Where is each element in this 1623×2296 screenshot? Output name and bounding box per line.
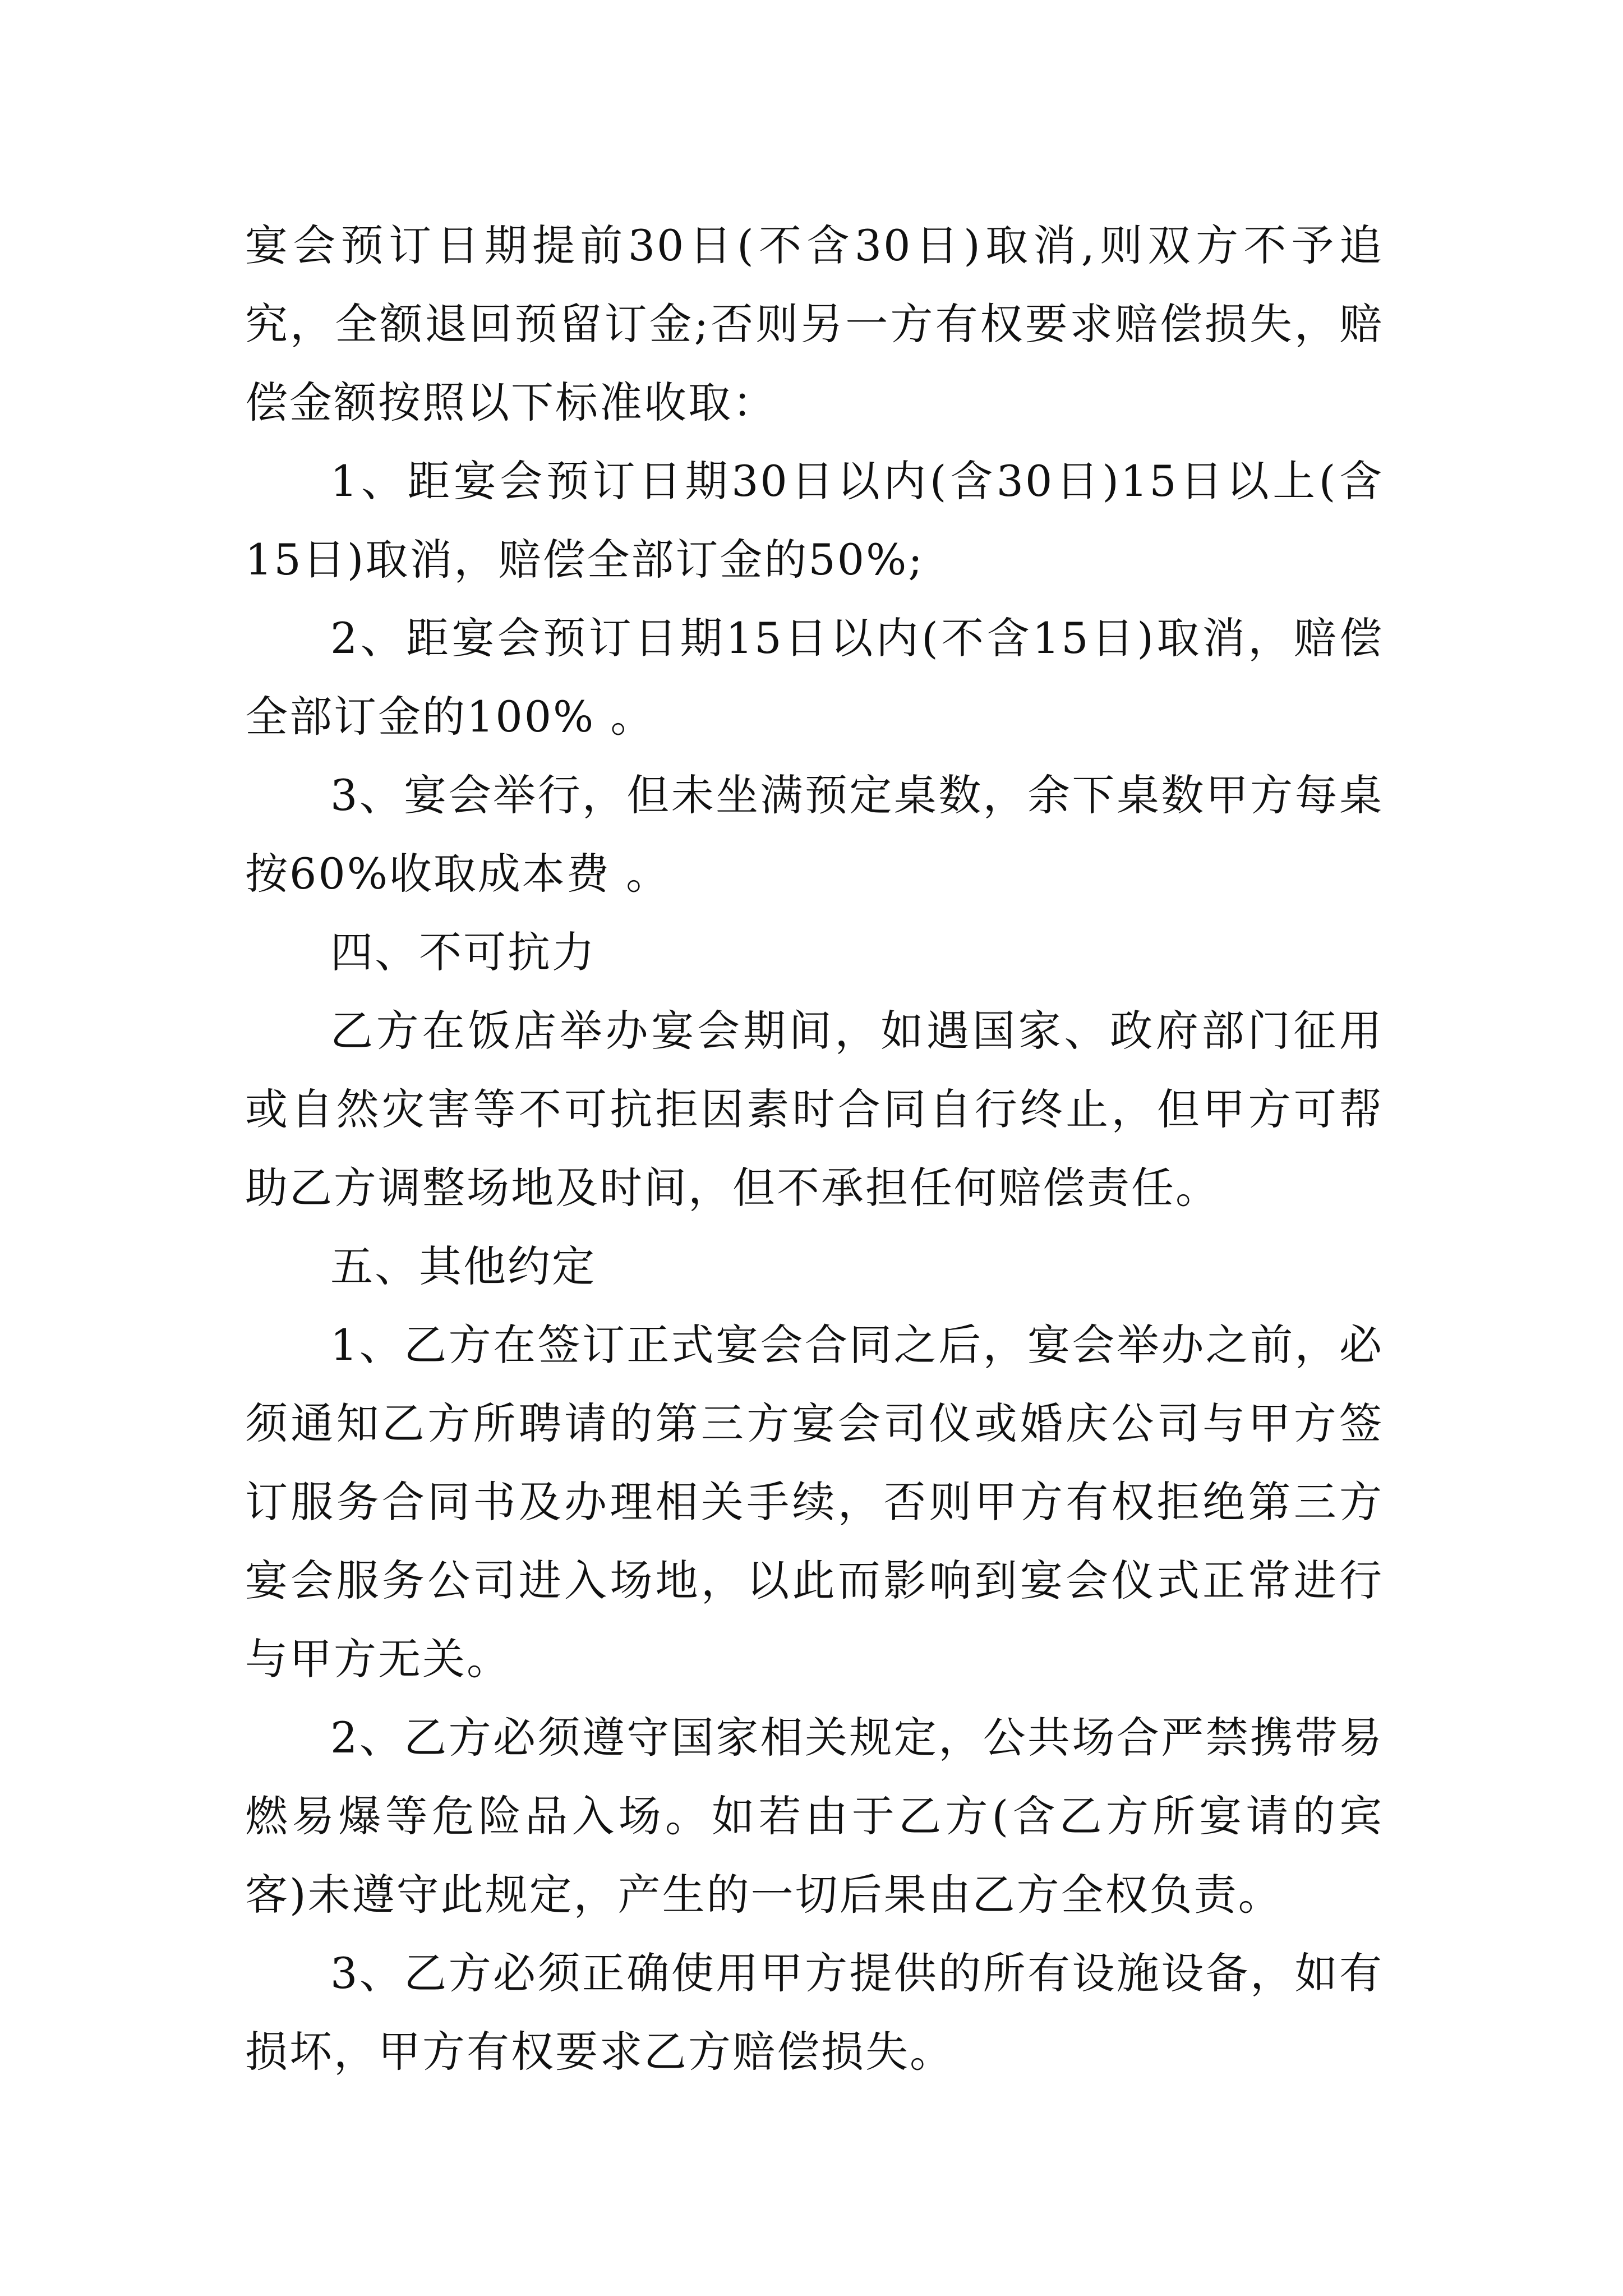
paragraph-other-3: 3、乙方必须正确使用甲方提供的所有设施设备，如有损坏，甲方有权要求乙方赔偿损失。 [245, 1948, 1384, 2077]
paragraph-clause-1: 1、距宴会预订日期30日以内(含30日)15日以上(含15日)取消，赔偿全部订金的50%; [245, 456, 1384, 585]
document-body [245, 206, 1384, 2091]
section-heading-other-agreements: 五、其他约定 [330, 1241, 596, 1291]
paragraph-clause-3: 3、宴会举行，但未坐满预定桌数，余下桌数甲方每桌按60%收取成本费 。 [245, 770, 1384, 899]
paragraph-cancellation-terms: 宴会预订日期提前30日(不含30日)取消,则双方不予追究，全额退回预留订金;否则另一方有权要求赔偿损失，赔偿金额按照以下标准收取： [245, 220, 1384, 427]
section-heading-force-majeure: 四、不可抗力 [330, 927, 596, 977]
paragraph-clause-2: 2、距宴会预订日期15日以内(不含15日)取消，赔偿全部订金的100% 。 [245, 613, 1384, 742]
paragraph-other-1: 1、乙方在签订正式宴会合同之后，宴会举办之前，必须通知乙方所聘请的第三方宴会司仪或婚庆公司与甲方签订服务合同书及办理相关手续，否则甲方有权拒绝第三方宴会服务公司进入场地，以此而影响到宴会仪式正常进行与甲方无关。 [245, 1320, 1384, 1684]
paragraph-force-majeure: 乙方在饭店举办宴会期间，如遇国家、政府部门征用或自然灾害等不可抗拒因素时合同自行终止，但甲方可帮助乙方调整场地及时间，但不承担任何赔偿责任。 [245, 1006, 1384, 1213]
paragraph-other-2: 2、乙方必须遵守国家相关规定，公共场合严禁携带易燃易爆等危险品入场。如若由于乙方(含乙方所宴请的宾客)未遵守此规定，产生的一切后果由乙方全权负责。 [245, 1713, 1384, 1920]
